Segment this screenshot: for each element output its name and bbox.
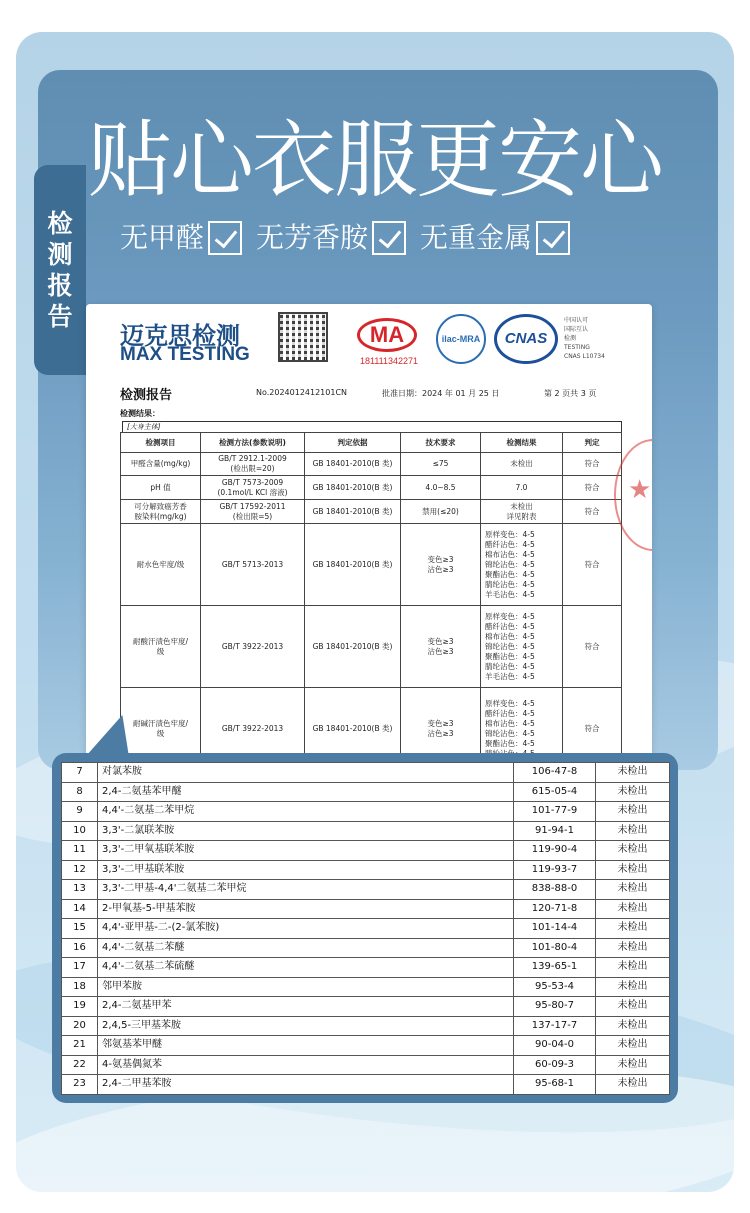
table-cell: GB 18401-2010(B 类) — [305, 688, 401, 770]
row-number: 9 — [62, 802, 98, 822]
cas-number: 615-05-4 — [514, 782, 596, 802]
report-subject: [大身主体] — [122, 421, 622, 432]
row-number: 14 — [62, 899, 98, 919]
table-row — [62, 1055, 670, 1075]
row-number: 17 — [62, 958, 98, 978]
report-table-header — [121, 433, 622, 453]
test-report-sheet — [86, 304, 652, 774]
table-row — [62, 782, 670, 802]
test-result: 未检出 — [596, 802, 670, 822]
amine-name: 4,4'-二氨基二苯醚 — [98, 938, 514, 958]
amine-name: 4,4'-亚甲基-二-(2-氯苯胺) — [98, 919, 514, 939]
cas-number: 119-90-4 — [514, 841, 596, 861]
test-result: 未检出 — [596, 821, 670, 841]
table-cell: 符合 — [563, 524, 622, 606]
report-page: 第 2 页共 3 页 — [544, 389, 597, 398]
amine-name: 4,4'-二氨基二苯硫醚 — [98, 958, 514, 978]
table-row — [62, 841, 670, 861]
checkbox-checked-icon — [536, 221, 570, 255]
amine-name: 4,4'-二氨基二苯甲烷 — [98, 802, 514, 822]
amine-name: 2-甲氧基-5-甲基苯胺 — [98, 899, 514, 919]
amine-name: 2,4-二氨基甲苯 — [98, 997, 514, 1017]
cas-number: 101-77-9 — [514, 802, 596, 822]
side-tab-char: 告 — [47, 302, 73, 331]
test-result: 未检出 — [596, 1055, 670, 1075]
table-cell: 耐水色牢度/级 — [121, 524, 201, 606]
amine-list-frame — [52, 753, 678, 1103]
row-number: 16 — [62, 938, 98, 958]
report-number: No.2024012412101CN — [256, 388, 348, 397]
checkbox-checked-icon — [208, 221, 242, 255]
header-cell: 检测方法(参数说明) — [201, 433, 305, 453]
table-cell: GB/T 17592-2011 (检出限=5) — [201, 500, 305, 524]
test-result: 未检出 — [596, 977, 670, 997]
test-result: 未检出 — [596, 958, 670, 978]
checkbox-checked-icon — [372, 221, 406, 255]
test-result: 未检出 — [596, 1075, 670, 1095]
header-cell: 判定 — [563, 433, 622, 453]
tag-no-aromatic-amine — [256, 220, 406, 256]
table-row — [121, 476, 622, 500]
amine-name: 邻氨基苯甲醚 — [98, 1036, 514, 1056]
side-tab-char: 测 — [47, 240, 73, 269]
test-result: 未检出 — [596, 782, 670, 802]
row-number: 19 — [62, 997, 98, 1017]
table-row — [121, 524, 622, 606]
table-cell: 可分解致癌芳香 胺染料(mg/kg) — [121, 500, 201, 524]
row-number: 10 — [62, 821, 98, 841]
table-cell: 耐酸汗渍色牢度/ 级 — [121, 606, 201, 688]
amine-name: 3,3'-二甲基-4,4'二氨基二苯甲烷 — [98, 880, 514, 900]
table-row — [62, 880, 670, 900]
header-cell: 判定依据 — [305, 433, 401, 453]
cma-logo-icon: MA — [357, 318, 417, 352]
row-number: 20 — [62, 1016, 98, 1036]
row-number: 11 — [62, 841, 98, 861]
page-headline: 贴心衣服更安心 — [87, 111, 662, 209]
cas-number: 95-80-7 — [514, 997, 596, 1017]
table-row — [62, 1075, 670, 1095]
table-cell: GB 18401-2010(B 类) — [305, 453, 401, 476]
side-tab-char: 报 — [47, 271, 73, 300]
table-cell: GB 18401-2010(B 类) — [305, 476, 401, 500]
table-cell: GB/T 5713-2013 — [201, 524, 305, 606]
header-cell: 检测结果 — [481, 433, 563, 453]
cas-number: 101-80-4 — [514, 938, 596, 958]
ilac-mra-logo-icon: ilac-MRA — [436, 314, 486, 364]
report-date: 批准日期：2024 年 01 月 25 日 — [382, 389, 500, 398]
test-result: 未检出 — [596, 880, 670, 900]
header-cell: 检测项目 — [121, 433, 201, 453]
cas-number: 101-14-4 — [514, 919, 596, 939]
lab-logo-cn: 迈克思检测 — [120, 322, 240, 350]
test-result: 未检出 — [596, 938, 670, 958]
row-number: 13 — [62, 880, 98, 900]
test-result: 未检出 — [596, 919, 670, 939]
side-tab-char: 检 — [47, 209, 73, 238]
table-cell: GB/T 3922-2013 — [201, 688, 305, 770]
cas-number: 106-47-8 — [514, 763, 596, 783]
amine-name: 3,3'-二氯联苯胺 — [98, 821, 514, 841]
table-cell: GB/T 7573-2009 (0.1mol/L KCl 溶液) — [201, 476, 305, 500]
table-cell: GB 18401-2010(B 类) — [305, 524, 401, 606]
table-cell: 变色≥3 沾色≥3 — [401, 524, 481, 606]
cas-number: 95-53-4 — [514, 977, 596, 997]
table-cell: 甲醛含量(mg/kg) — [121, 453, 201, 476]
table-row — [62, 958, 670, 978]
tag-no-formaldehyde — [120, 220, 242, 256]
report-title: 检测报告 — [120, 388, 173, 403]
amine-name: 对氯苯胺 — [98, 763, 514, 783]
feature-tags — [120, 218, 640, 258]
amine-name: 2,4-二氨基苯甲醚 — [98, 782, 514, 802]
table-cell: 未检出 — [481, 453, 563, 476]
test-result: 未检出 — [596, 841, 670, 861]
table-row — [121, 453, 622, 476]
table-row — [62, 938, 670, 958]
table-cell: ≤75 — [401, 453, 481, 476]
report-table — [120, 432, 622, 770]
cas-number: 60-09-3 — [514, 1055, 596, 1075]
tag-label: 无芳香胺 — [256, 221, 369, 254]
table-row — [62, 763, 670, 783]
amine-name: 4-氨基偶氮苯 — [98, 1055, 514, 1075]
table-row — [62, 997, 670, 1017]
table-row — [62, 977, 670, 997]
table-cell: pH 值 — [121, 476, 201, 500]
lab-logo-en: MAX TESTING — [120, 344, 250, 365]
header-cell: 技术要求 — [401, 433, 481, 453]
tag-label: 无重金属 — [420, 221, 533, 254]
table-row — [62, 802, 670, 822]
table-cell: 符合 — [563, 500, 622, 524]
table-cell: 原样变色：4-5 醋纤沾色：4-5 棉布沾色：4-5 锦纶沾色：4-5 聚酯沾色：4-5 — [481, 688, 563, 770]
cas-number: 95-68-1 — [514, 1075, 596, 1095]
test-result: 未检出 — [596, 763, 670, 783]
table-cell: 未检出 详见附表 — [481, 500, 563, 524]
row-number: 22 — [62, 1055, 98, 1075]
table-cell: 符合 — [563, 476, 622, 500]
amine-name: 3,3'-二甲基联苯胺 — [98, 860, 514, 880]
table-row — [62, 899, 670, 919]
cas-number: 119-93-7 — [514, 860, 596, 880]
amine-name: 2,4,5-三甲基苯胺 — [98, 1016, 514, 1036]
cma-number: 181111342271 — [359, 356, 419, 366]
table-cell: 原样变色：4-5 醋纤沾色：4-5 棉布沾色：4-5 锦纶沾色：4-5 聚酯沾色：4-5 腈纶沾色：4-5 羊毛沾色：4-5 — [481, 524, 563, 606]
table-cell: 4.0~8.5 — [401, 476, 481, 500]
test-result: 未检出 — [596, 997, 670, 1017]
tag-label: 无甲醛 — [120, 221, 205, 254]
table-cell: 变色≥3 沾色≥3 — [401, 606, 481, 688]
table-cell: 原样变色：4-5 醋纤沾色：4-5 棉布沾色：4-5 锦纶沾色：4-5 聚酯沾色：4-5 腈纶沾色：4-5 羊毛沾色：4-5 — [481, 606, 563, 688]
test-result: 未检出 — [596, 1016, 670, 1036]
row-number: 15 — [62, 919, 98, 939]
amine-list-table — [61, 762, 670, 1095]
table-row — [121, 500, 622, 524]
table-row — [62, 821, 670, 841]
cas-number: 90-04-0 — [514, 1036, 596, 1056]
cas-number: 838-88-0 — [514, 880, 596, 900]
cma-seal — [351, 314, 423, 372]
table-row — [62, 1036, 670, 1056]
cnas-logo-icon: CNAS — [494, 314, 558, 364]
qr-code-icon — [278, 312, 328, 362]
table-row — [62, 919, 670, 939]
table-cell: GB 18401-2010(B 类) — [305, 500, 401, 524]
cnas-text: 中国认可 国际互认 检测 TESTING CNAS L10734 — [564, 317, 605, 360]
test-result: 未检出 — [596, 860, 670, 880]
row-number: 21 — [62, 1036, 98, 1056]
tag-no-heavy-metal — [420, 220, 570, 256]
table-row — [121, 606, 622, 688]
row-number: 8 — [62, 782, 98, 802]
report-result-label: 检测结果： — [120, 409, 160, 418]
table-cell: 禁用(≤20) — [401, 500, 481, 524]
table-cell: 7.0 — [481, 476, 563, 500]
cas-number: 120-71-8 — [514, 899, 596, 919]
cas-number: 137-17-7 — [514, 1016, 596, 1036]
table-cell: GB/T 3922-2013 — [201, 606, 305, 688]
row-number: 23 — [62, 1075, 98, 1095]
row-number: 7 — [62, 763, 98, 783]
amine-name: 2,4-二甲基苯胺 — [98, 1075, 514, 1095]
table-cell: GB 18401-2010(B 类) — [305, 606, 401, 688]
table-cell: GB/T 2912.1-2009 (检出限=20) — [201, 453, 305, 476]
table-cell: 符合 — [563, 453, 622, 476]
row-number: 12 — [62, 860, 98, 880]
cas-number: 139-65-1 — [514, 958, 596, 978]
table-cell: 符合 — [563, 606, 622, 688]
row-number: 18 — [62, 977, 98, 997]
table-row — [62, 1016, 670, 1036]
amine-name: 3,3'-二甲氧基联苯胺 — [98, 841, 514, 861]
amine-name: 邻甲苯胺 — [98, 977, 514, 997]
table-cell: 符合 — [563, 688, 622, 770]
table-cell: 耐碱汗渍色牢度/ 级 — [121, 688, 201, 770]
cas-number: 91-94-1 — [514, 821, 596, 841]
table-row — [62, 860, 670, 880]
test-result: 未检出 — [596, 899, 670, 919]
test-result: 未检出 — [596, 1036, 670, 1056]
table-cell: 变色≥3 沾色≥3 — [401, 688, 481, 770]
